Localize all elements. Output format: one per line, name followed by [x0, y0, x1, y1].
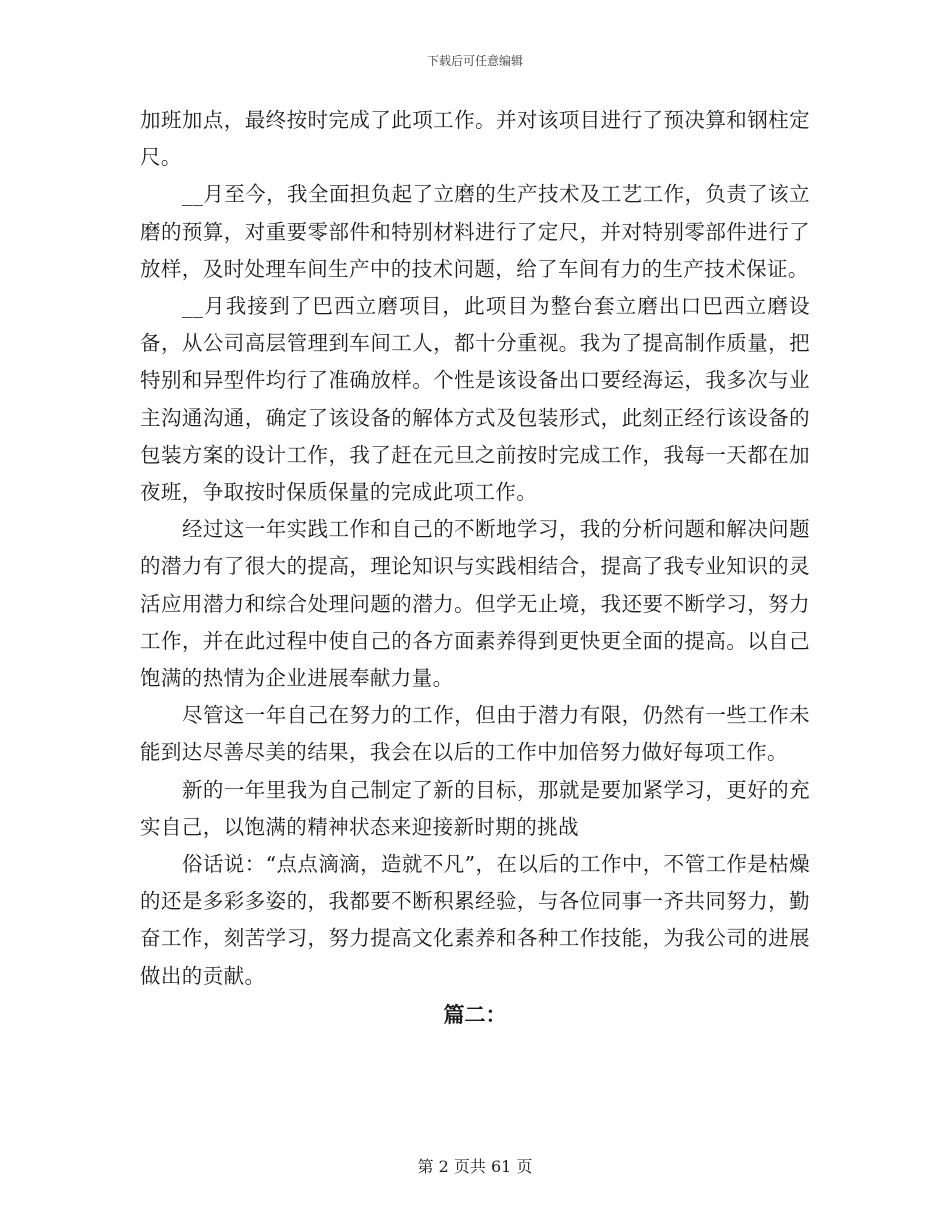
- document-body: [140, 102, 810, 1034]
- paragraph-6: 新的一年里我为自己制定了新的目标，那就是要加紧学习，更好的充实自己，以饱满的精神状态来迎接新时期的挑战: [140, 777, 810, 839]
- page-footer-number: 第 2 页共 61 页: [417, 1157, 533, 1176]
- paragraph-5: 尽管这一年自己在努力的工作，但由于潜力有限，仍然有一些工作未能到达尽善尽美的结果，我会在以后的工作中加倍努力做好每项工作。: [140, 703, 810, 765]
- section-heading: 篇二：: [443, 1002, 507, 1027]
- paragraph-2: __月至今，我全面担负起了立磨的生产技术及工艺工作，负责了该立磨的预算，对重要零部件和特别材料进行了定尺，并对特别零部件进行了放样，及时处理车间生产中的技术问题，给了车间有力的生产技术保证。: [140, 182, 810, 281]
- paragraph-4: 经过这一年实践工作和自己的不断地学习，我的分析问题和解决问题的潜力有了很大的提高，理论知识与实践相结合，提高了我专业知识的灵活应用潜力和综合处理问题的潜力。但学无止境，我还要不断学习，努力工作，并在此过程中使自己的各方面素养得到更快更全面的提高。以自己饱满的热情为企业进展奉献力量。: [140, 517, 810, 691]
- page-header-note: 下载后可任意编辑: [426, 54, 523, 68]
- paragraph-3: __月我接到了巴西立磨项目，此项目为整台套立磨出口巴西立磨设备，从公司高层管理到车间工人，都十分重视。我为了提高制作质量，把特别和异型件均行了准确放样。个性是该设备出口要经海运，我多次与业主沟通沟通，确定了该设备的解体方式及包装形式，此刻正经行该设备的包装方案的设计工作，我了赶在元旦之前按时完成工作，我每一天都在加夜班，争取按时保质保量的完成此项工作。: [140, 294, 810, 505]
- paragraph-7: 俗话说：“点点滴滴，造就不凡”，在以后的工作中，不管工作是枯燥的还是多彩多姿的，我都要不断积累经验，与各位同事一齐共同努力，勤奋工作，刻苦学习，努力提高文化素养和各种工作技能，为我公司的进展做出的贡献。: [140, 852, 810, 988]
- paragraph-1: 加班加点，最终按时完成了此项工作。并对该项目进行了预决算和钢柱定尺。: [140, 108, 810, 170]
